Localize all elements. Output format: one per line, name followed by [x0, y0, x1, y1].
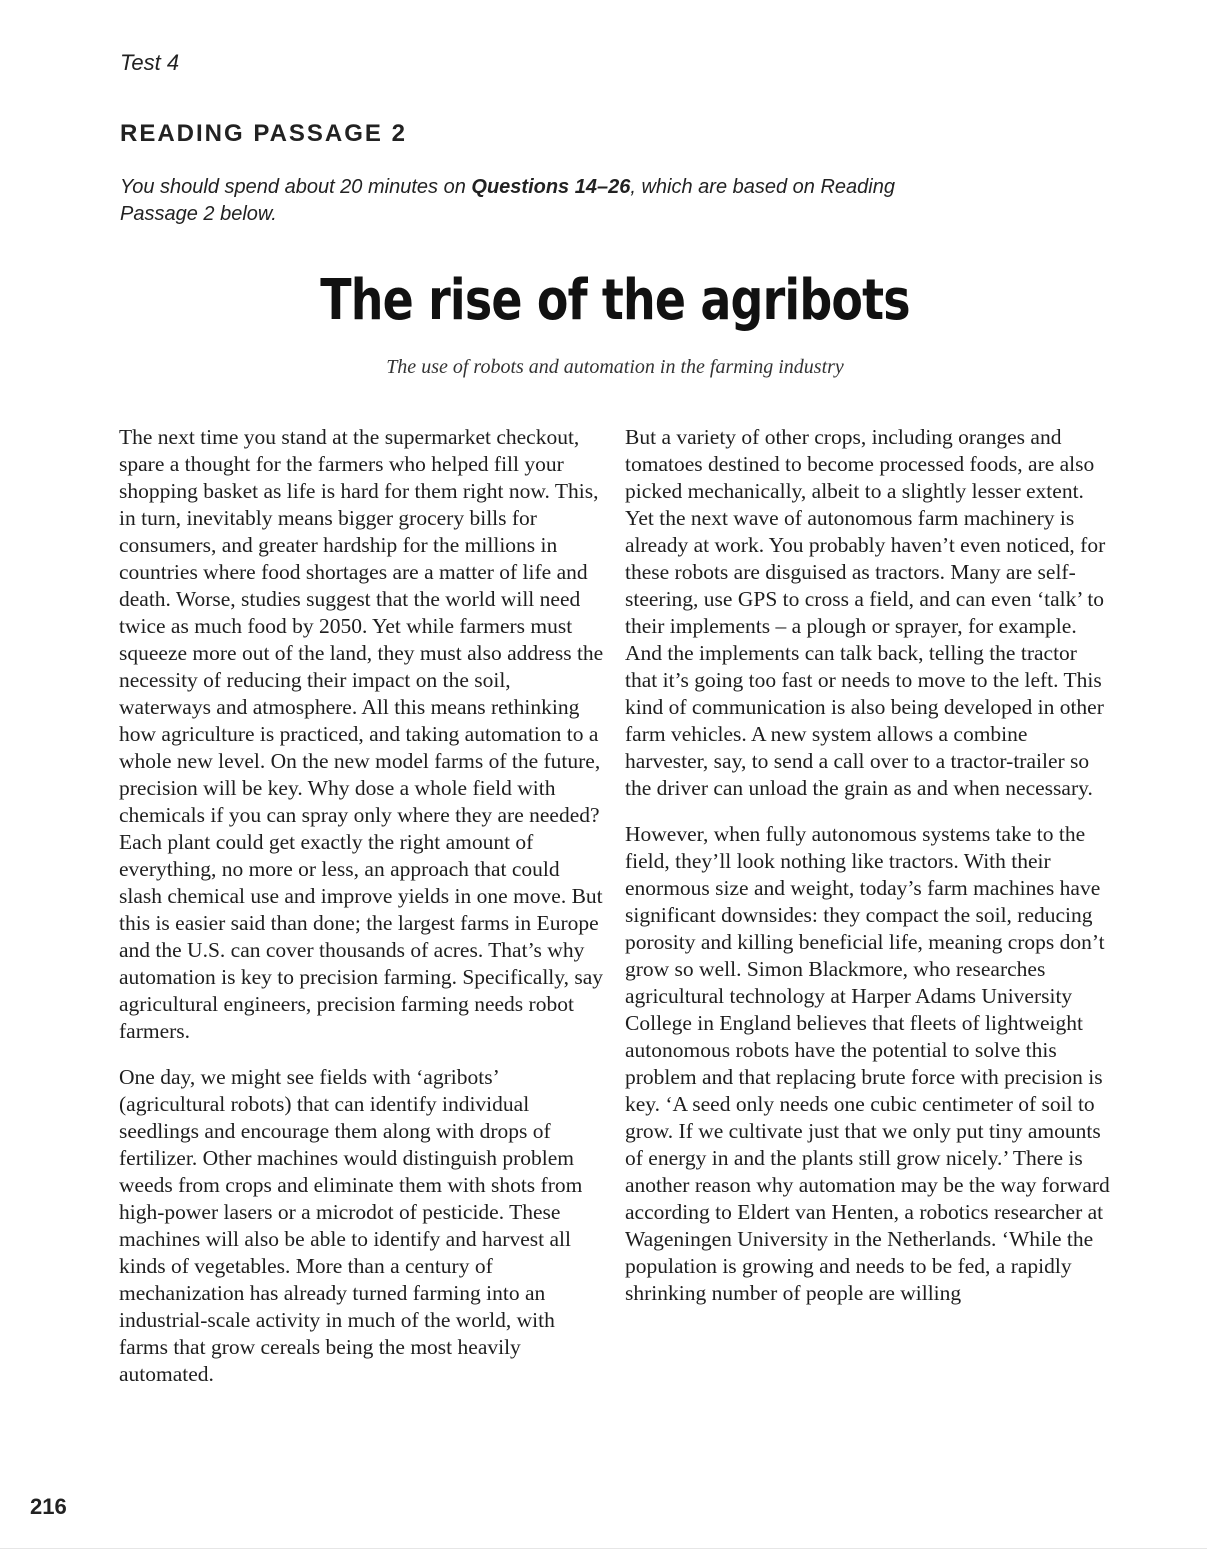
- right-column: [625, 424, 1113, 1326]
- paragraph: The next time you stand at the supermarket checkout, spare a thought for the farmers who helped fill your shopping basket as life is hard for them right now. This, in turn, inevitably means bigger grocery bills for consumers, and greater hardship for the millions in countries where food shortages are a matter of life and death. Worse, studies suggest that the world will need twice as much food by 2050. Yet while farmers must squeeze more out of the land, they must also address the necessity of reducing their impact on the soil, waterways and atmosphere. All this means rethinking how agriculture is practiced, and taking automation to a whole new level. On the new model farms of the future, precision will be key. Why dose a whole field with chemicals if you can spray only where they are needed? Each plant could get exactly the right amount of everything, no more or less, an approach that could slash chemical use and improve yields in one move. But this is easier said than done; the largest farms in Europe and the U.S. can cover thousands of acres. That’s why automation is key to precision farming. Specifically, say agricultural engineers, precision farming needs robot farmers.: [119, 425, 604, 1043]
- paragraph: One day, we might see fields with ‘agribots’ (agricultural robots) that can identify individual seedlings and encourage them along with drops of fertilizer. Other machines would distinguish problem weeds from crops and eliminate them with shots from high-power lasers or a microdot of pesticide. These machines will also be able to identify and harvest all kinds of vegetables. More than a century of mechanization has already turned farming into an industrial-scale activity in much of the world, with farms that grow cereals being the most heavily automated.: [119, 1065, 583, 1386]
- instructions-questions: Questions 14–26: [471, 176, 631, 198]
- test-label: Test 4: [120, 50, 180, 75]
- paragraph: But a variety of other crops, including oranges and tomatoes destined to become processed foods, are also picked mechanically, albeit to a slightly lesser extent. Yet the next wave of autonomous farm machinery is already at work. You probably haven’t even noticed, for these robots are disguised as tractors. Many are self-steering, use GPS to cross a field, and can even ‘talk’ to their implements – a plough or sprayer, for example. And the implements can talk back, telling the tractor that it’s going too fast or needs to move to the left. This kind of communication is also being developed in other farm vehicles. A new system allows a combine harvester, say, to send a call over to a tractor-trailer so the driver can unload the grain as and when necessary.: [625, 425, 1106, 800]
- section-heading: READING PASSAGE 2: [120, 120, 407, 147]
- instructions: [120, 174, 940, 228]
- instructions-before: You should spend about 20 minutes on: [120, 176, 472, 198]
- passage-subtitle: The use of robots and automation in the farming industry: [386, 356, 844, 378]
- instructions-after: , which are based on Reading Passage 2 below.: [120, 176, 895, 225]
- passage-title: The rise of the agribots: [320, 268, 910, 333]
- left-column: [119, 424, 607, 1407]
- bottom-divider: [0, 1548, 1207, 1549]
- paragraph: However, when fully autonomous systems take to the field, they’ll look nothing like tractors. With their enormous size and weight, today’s farm machines have significant downsides: they compact the soil, reducing porosity and killing beneficial life, meaning crops don’t grow so well. Simon Blackmore, who researches agricultural technology at Harper Adams University College in England believes that fleets of lightweight autonomous robots have the potential to solve this problem and that replacing brute force with precision is key. ‘A seed only needs one cubic centimeter of soil to grow. If we cultivate just that we only put tiny amounts of energy in and the plants still grow nicely.’ There is another reason why automation may be the way forward according to Eldert van Henten, a robotics researcher at Wageningen University in the Netherlands. ‘While the population is growing and needs to be fed, a rapidly shrinking number of people are willing: [625, 822, 1110, 1305]
- page-number: 216: [30, 1494, 67, 1519]
